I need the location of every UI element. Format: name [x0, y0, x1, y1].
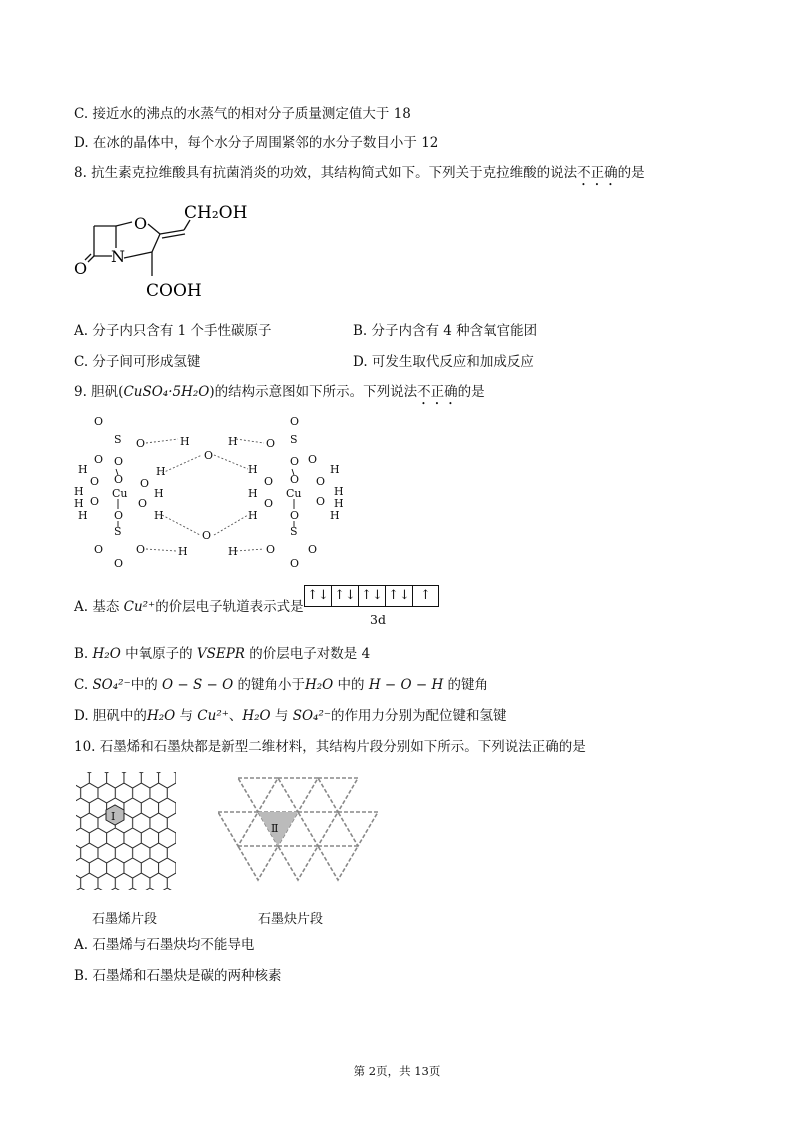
q8-stem-text: 8. 抗生素克拉维酸具有抗菌消炎的功效，其结构简式如下。下列关于克拉维酸的说法	[74, 165, 578, 181]
svg-text:H: H	[74, 485, 84, 498]
q9c-text-end: 的键角	[443, 677, 489, 693]
q9d-math: H₂O	[242, 708, 271, 724]
q9a-text: A. 基态	[74, 599, 124, 615]
graphene-fragment	[72, 768, 182, 898]
svg-text:H: H	[248, 463, 258, 476]
q7-option-d: D. 在冰的晶体中，每个水分子周围紧邻的水分子数目小于 12	[74, 135, 439, 151]
svg-text:Cu: Cu	[112, 487, 128, 500]
q9b-math: VSEPR	[196, 646, 245, 662]
bond	[124, 252, 152, 258]
svg-text:O: O	[94, 453, 104, 466]
svg-text:S: S	[290, 525, 298, 538]
q10-option-b: B. 石墨烯和石墨炔是碳的两种核素	[74, 968, 282, 984]
ring-nitrogen-label: N	[111, 247, 125, 266]
svg-text:O: O	[316, 495, 326, 508]
q9a-ion: Cu²⁺	[123, 599, 156, 615]
q9d-text-end: 的作用力分别为配位键和氢键	[330, 708, 507, 724]
q9c-math: O − S − O	[162, 677, 234, 693]
orbital-label: 3d	[370, 612, 386, 627]
q8-stem-emphasis: 不正确	[577, 165, 618, 181]
bond	[152, 234, 160, 252]
graphene-caption: 石墨烯片段	[92, 912, 158, 927]
svg-text:O: O	[316, 475, 326, 488]
q9d-math: H₂O	[146, 708, 176, 724]
orbital-box	[358, 585, 385, 607]
svg-text:O: O	[114, 509, 124, 522]
orbital-box	[385, 585, 412, 607]
page-footer: 第 2页，共 13页	[353, 1064, 441, 1078]
q9d-math: Cu²⁺	[197, 708, 229, 724]
svg-text:O: O	[266, 543, 276, 556]
q9-stem-emphasis: 不正确	[417, 384, 458, 400]
graphyne-cell-marker: Ⅱ	[271, 822, 279, 835]
cooh-label: COOH	[146, 281, 202, 301]
svg-text:O: O	[140, 477, 150, 490]
svg-text:H: H	[78, 463, 88, 476]
svg-text:H: H	[330, 509, 340, 522]
svg-text:H: H	[154, 487, 164, 500]
svg-text:O: O	[138, 497, 148, 510]
q8-stem-end: 的是	[617, 165, 645, 181]
q9-option-b	[74, 645, 370, 663]
q8-option-c: C. 分子间可形成氢键	[74, 354, 201, 370]
q8-option-b: B. 分子内含有 4 种含氧官能团	[353, 323, 538, 339]
orbital-arrows: ↑	[420, 588, 431, 603]
svg-text:H: H	[330, 463, 340, 476]
svg-text:O: O	[136, 437, 146, 450]
svg-text:O: O	[290, 455, 300, 468]
q9d-text: D. 胆矾中的	[74, 708, 147, 724]
q8-stem	[74, 164, 645, 189]
svg-text:H: H	[78, 509, 88, 522]
q9b-text-end: 的价层电子对数是 4	[244, 646, 371, 662]
q9b-text-mid: 中氧原子的	[120, 646, 197, 662]
svg-text:O: O	[290, 415, 300, 428]
svg-text:O: O	[264, 475, 274, 488]
svg-text:O: O	[114, 557, 124, 570]
svg-text:O: O	[290, 557, 300, 570]
q9-stem-text: 9. 胆矾(	[74, 384, 124, 400]
svg-text:H: H	[74, 497, 84, 510]
svg-text:O: O	[290, 473, 300, 486]
q9c-text-mid: 中的	[333, 677, 369, 693]
svg-text:H: H	[156, 465, 166, 478]
orbital-box	[331, 585, 358, 607]
svg-text:O: O	[290, 509, 300, 522]
svg-text:S: S	[114, 433, 122, 446]
svg-text:O: O	[114, 455, 124, 468]
svg-text:O: O	[266, 437, 276, 450]
q9-stem-mid: )的结构示意图如下所示。下列说法	[209, 384, 418, 400]
svg-text:H: H	[248, 487, 258, 500]
q9d-text-mid: 与	[175, 708, 198, 724]
svg-text:O: O	[264, 497, 274, 510]
svg-text:O: O	[308, 543, 318, 556]
svg-text:O: O	[114, 473, 124, 486]
bond	[160, 230, 184, 234]
q9d-math: SO₄²⁻	[292, 708, 331, 724]
q9c-math: H₂O	[304, 677, 334, 693]
svg-text:H: H	[228, 435, 238, 448]
q9a-text-end: 的价层电子轨道表示式是	[155, 599, 304, 615]
svg-text:O: O	[94, 543, 104, 556]
q9d-text-mid: 、	[228, 708, 243, 724]
svg-text:S: S	[290, 433, 298, 446]
orbital-arrows: ↑↓	[361, 588, 383, 603]
q9-stem	[74, 383, 485, 408]
q9c-text-mid: 的键角小于	[233, 677, 305, 693]
q9-option-a	[74, 598, 304, 616]
svg-text:H: H	[154, 509, 164, 522]
copper-sulfate-pentahydrate-structure	[68, 415, 358, 575]
q9c-math: H − O − H	[368, 677, 444, 693]
q9-stem-end: 的是	[457, 384, 485, 400]
clavulanic-acid-structure	[72, 196, 272, 306]
svg-text:H: H	[228, 545, 238, 558]
orbital-box	[412, 585, 439, 607]
graphene-cell-marker: Ⅰ	[111, 810, 116, 823]
q9c-text: C.	[74, 677, 93, 693]
3d-orbital-diagram	[304, 585, 439, 607]
svg-text:H: H	[248, 509, 258, 522]
q9d-text-mid: 与	[270, 708, 293, 724]
orbital-arrows: ↑↓	[334, 588, 356, 603]
svg-text:Cu: Cu	[286, 487, 302, 500]
carbonyl-oxygen-label: O	[74, 259, 88, 278]
svg-text:H: H	[180, 435, 190, 448]
svg-text:O: O	[94, 415, 104, 428]
q9-option-c	[74, 676, 488, 694]
svg-text:O: O	[90, 475, 100, 488]
q9-option-d	[74, 707, 506, 725]
svg-text:H: H	[334, 497, 344, 510]
q10-stem: 10. 石墨烯和石墨炔都是新型二维材料，其结构片段分别如下所示。下列说法正确的是	[74, 739, 586, 755]
orbital-arrows: ↑↓	[307, 588, 329, 603]
svg-text:O: O	[308, 453, 318, 466]
q10-option-a: A. 石墨烯与石墨炔均不能导电	[74, 937, 255, 953]
orbital-box	[304, 585, 331, 607]
bond	[162, 234, 185, 238]
graphyne-caption: 石墨炔片段	[258, 912, 324, 927]
svg-text:O: O	[90, 495, 100, 508]
orbital-arrows: ↑↓	[388, 588, 410, 603]
q9-formula: CuSO₄·5H₂O	[123, 384, 210, 400]
q9c-math: SO₄²⁻	[92, 677, 131, 693]
bond	[148, 224, 160, 234]
q8-option-a: A. 分子内只含有 1 个手性碳原子	[74, 323, 272, 339]
svg-text:S: S	[114, 525, 122, 538]
q7-option-c: C. 接近水的沸点的水蒸气的相对分子质量测定值大于 18	[74, 106, 411, 122]
q9c-text-mid: 中的	[130, 677, 162, 693]
ring-oxygen-label: O	[134, 214, 148, 233]
q9b-math: H₂O	[92, 646, 121, 662]
svg-text:O: O	[136, 543, 146, 556]
svg-text:O: O	[202, 529, 212, 542]
bond	[116, 222, 132, 226]
ch2oh-label: CH₂OH	[184, 203, 248, 223]
graphyne-fragment	[218, 768, 378, 898]
svg-text:H: H	[178, 545, 188, 558]
svg-text:O: O	[204, 449, 214, 462]
q8-option-d: D. 可发生取代反应和加成反应	[353, 354, 534, 370]
svg-text:H: H	[334, 485, 344, 498]
q9b-text: B.	[74, 646, 93, 662]
